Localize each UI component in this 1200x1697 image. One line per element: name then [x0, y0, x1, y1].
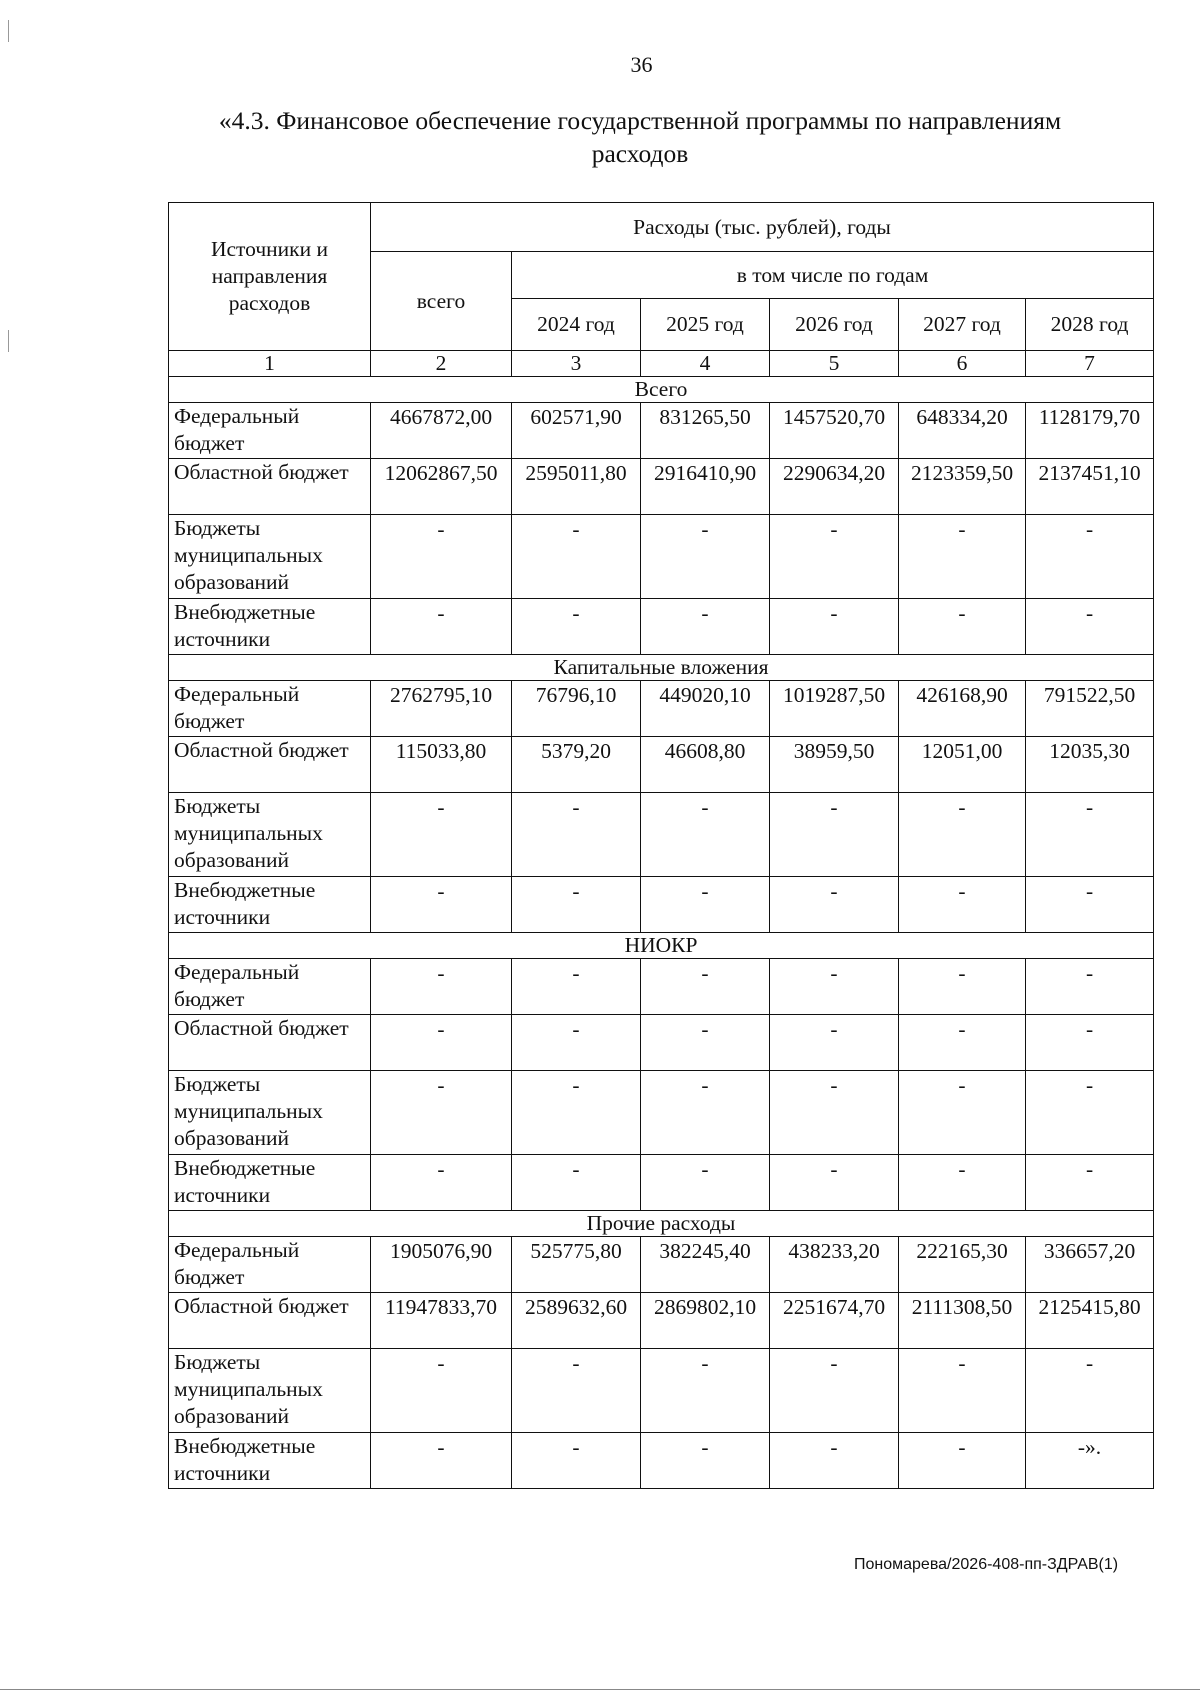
header-row-1: [169, 203, 1154, 252]
value-cell: 1457520,70: [770, 403, 899, 459]
row-label: Внебюджетные источники: [169, 1155, 371, 1211]
value-cell: 12051,00: [899, 737, 1026, 793]
value-cell: 2595011,80: [512, 459, 641, 515]
value-cell: -: [641, 1155, 770, 1211]
value-cell: 1905076,90: [371, 1237, 512, 1293]
value-cell: -: [371, 1349, 512, 1433]
table-row: [169, 793, 1154, 877]
column-number: 7: [1026, 351, 1154, 377]
header-expenses: Расходы (тыс. рублей), годы: [371, 203, 1154, 252]
value-cell: 336657,20: [1026, 1237, 1154, 1293]
section-title: Прочие расходы: [169, 1211, 1154, 1237]
value-cell: 115033,80: [371, 737, 512, 793]
row-label: Бюджеты муниципальных образований: [169, 1349, 371, 1433]
value-cell: -: [770, 959, 899, 1015]
value-cell: -: [371, 877, 512, 933]
value-cell: -: [899, 1155, 1026, 1211]
header-year: 2024 год: [512, 299, 641, 351]
value-cell: -: [371, 1071, 512, 1155]
table-row: [169, 1071, 1154, 1155]
value-cell: -».: [1026, 1433, 1154, 1489]
value-cell: -: [899, 1433, 1026, 1489]
row-label: Федеральный бюджет: [169, 403, 371, 459]
value-cell: -: [899, 877, 1026, 933]
value-cell: -: [770, 1071, 899, 1155]
table-row: [169, 959, 1154, 1015]
table-row: [169, 1349, 1154, 1433]
value-cell: -: [1026, 1349, 1154, 1433]
value-cell: 4667872,00: [371, 403, 512, 459]
value-cell: -: [641, 959, 770, 1015]
row-label: Внебюджетные источники: [169, 599, 371, 655]
value-cell: 2290634,20: [770, 459, 899, 515]
value-cell: 1019287,50: [770, 681, 899, 737]
value-cell: 426168,90: [899, 681, 1026, 737]
value-cell: 525775,80: [512, 1237, 641, 1293]
value-cell: -: [641, 877, 770, 933]
column-number: 1: [169, 351, 371, 377]
table-row: [169, 1293, 1154, 1349]
value-cell: -: [770, 1155, 899, 1211]
row-label: Федеральный бюджет: [169, 959, 371, 1015]
header-sources: Источники и направления расходов: [169, 203, 371, 351]
value-cell: -: [512, 1015, 641, 1071]
value-cell: -: [770, 599, 899, 655]
value-cell: 2589632,60: [512, 1293, 641, 1349]
section-title: Всего: [169, 377, 1154, 403]
value-cell: -: [371, 793, 512, 877]
value-cell: -: [371, 599, 512, 655]
value-cell: -: [770, 877, 899, 933]
value-cell: 5379,20: [512, 737, 641, 793]
scan-margin-mark: [8, 330, 9, 352]
value-cell: -: [512, 959, 641, 1015]
column-number: 5: [770, 351, 899, 377]
value-cell: -: [371, 959, 512, 1015]
header-year: 2026 год: [770, 299, 899, 351]
table-row: [169, 877, 1154, 933]
column-number: 2: [371, 351, 512, 377]
value-cell: -: [371, 515, 512, 599]
value-cell: -: [512, 1155, 641, 1211]
value-cell: 46608,80: [641, 737, 770, 793]
value-cell: -: [512, 515, 641, 599]
table-row: [169, 1433, 1154, 1489]
value-cell: 2137451,10: [1026, 459, 1154, 515]
row-label: Областной бюджет: [169, 1015, 371, 1071]
value-cell: -: [770, 1349, 899, 1433]
value-cell: -: [899, 793, 1026, 877]
table-row: [169, 1155, 1154, 1211]
header-year: 2027 год: [899, 299, 1026, 351]
value-cell: -: [1026, 1155, 1154, 1211]
header-total: всего: [371, 252, 512, 351]
value-cell: 2869802,10: [641, 1293, 770, 1349]
row-label: Внебюджетные источники: [169, 877, 371, 933]
value-cell: -: [770, 1433, 899, 1489]
header-year: 2028 год: [1026, 299, 1154, 351]
value-cell: 449020,10: [641, 681, 770, 737]
value-cell: -: [641, 1349, 770, 1433]
value-cell: 222165,30: [899, 1237, 1026, 1293]
value-cell: -: [641, 1015, 770, 1071]
value-cell: -: [1026, 1015, 1154, 1071]
row-label: Бюджеты муниципальных образований: [169, 793, 371, 877]
value-cell: -: [641, 1433, 770, 1489]
table-row: [169, 515, 1154, 599]
row-label: Федеральный бюджет: [169, 681, 371, 737]
document-footer-code: Пономарева/2026-408-пп-ЗДРАВ(1): [854, 1556, 1119, 1573]
value-cell: -: [371, 1433, 512, 1489]
value-cell: -: [512, 793, 641, 877]
value-cell: -: [899, 515, 1026, 599]
value-cell: 2123359,50: [899, 459, 1026, 515]
value-cell: 602571,90: [512, 403, 641, 459]
value-cell: -: [1026, 959, 1154, 1015]
value-cell: -: [1026, 793, 1154, 877]
section-header-row: [169, 933, 1154, 959]
value-cell: -: [371, 1155, 512, 1211]
value-cell: -: [512, 1071, 641, 1155]
value-cell: -: [899, 959, 1026, 1015]
value-cell: -: [641, 1071, 770, 1155]
column-number-row: [169, 351, 1154, 377]
section-title: НИОКР: [169, 933, 1154, 959]
value-cell: 831265,50: [641, 403, 770, 459]
value-cell: 382245,40: [641, 1237, 770, 1293]
table-row: [169, 1237, 1154, 1293]
financing-table-container: [168, 202, 1153, 1489]
value-cell: -: [641, 793, 770, 877]
table-row: [169, 459, 1154, 515]
value-cell: -: [770, 515, 899, 599]
value-cell: 1128179,70: [1026, 403, 1154, 459]
row-label: Областной бюджет: [169, 1293, 371, 1349]
title-line-1: «4.3. Финансовое обеспечение государственной программы по направлениям: [218, 106, 1062, 135]
value-cell: 791522,50: [1026, 681, 1154, 737]
value-cell: -: [1026, 877, 1154, 933]
section-header-row: [169, 655, 1154, 681]
title-line-2: расходов: [591, 139, 689, 168]
value-cell: 2251674,70: [770, 1293, 899, 1349]
document-title: [150, 104, 1130, 170]
value-cell: 2111308,50: [899, 1293, 1026, 1349]
section-title: Капитальные вложения: [169, 655, 1154, 681]
value-cell: -: [641, 515, 770, 599]
table-row: [169, 681, 1154, 737]
value-cell: 38959,50: [770, 737, 899, 793]
column-number: 6: [899, 351, 1026, 377]
value-cell: -: [1026, 1071, 1154, 1155]
section-header-row: [169, 1211, 1154, 1237]
header-by-years: в том числе по годам: [512, 252, 1154, 299]
row-label: Бюджеты муниципальных образований: [169, 515, 371, 599]
value-cell: -: [899, 1349, 1026, 1433]
section-header-row: [169, 377, 1154, 403]
value-cell: 2916410,90: [641, 459, 770, 515]
page-bottom-rule: [0, 1689, 1200, 1690]
value-cell: -: [512, 877, 641, 933]
table-row: [169, 403, 1154, 459]
column-number: 4: [641, 351, 770, 377]
value-cell: 648334,20: [899, 403, 1026, 459]
table-row: [169, 737, 1154, 793]
header-year: 2025 год: [641, 299, 770, 351]
row-label: Внебюджетные источники: [169, 1433, 371, 1489]
value-cell: 438233,20: [770, 1237, 899, 1293]
value-cell: 12062867,50: [371, 459, 512, 515]
row-label: Областной бюджет: [169, 737, 371, 793]
value-cell: -: [1026, 599, 1154, 655]
value-cell: -: [512, 599, 641, 655]
value-cell: -: [770, 1015, 899, 1071]
value-cell: -: [1026, 515, 1154, 599]
row-label: Федеральный бюджет: [169, 1237, 371, 1293]
row-label: Бюджеты муниципальных образований: [169, 1071, 371, 1155]
value-cell: 2762795,10: [371, 681, 512, 737]
row-label: Областной бюджет: [169, 459, 371, 515]
value-cell: 12035,30: [1026, 737, 1154, 793]
value-cell: -: [770, 793, 899, 877]
value-cell: -: [512, 1349, 641, 1433]
column-number: 3: [512, 351, 641, 377]
value-cell: -: [371, 1015, 512, 1071]
value-cell: -: [899, 1071, 1026, 1155]
table-row: [169, 599, 1154, 655]
value-cell: 2125415,80: [1026, 1293, 1154, 1349]
value-cell: -: [899, 1015, 1026, 1071]
financing-table: [168, 202, 1154, 1489]
value-cell: 76796,10: [512, 681, 641, 737]
value-cell: -: [899, 599, 1026, 655]
value-cell: -: [641, 599, 770, 655]
value-cell: -: [512, 1433, 641, 1489]
value-cell: 11947833,70: [371, 1293, 512, 1349]
page-number: 36: [630, 52, 653, 77]
scan-margin-mark: [8, 20, 9, 42]
table-row: [169, 1015, 1154, 1071]
